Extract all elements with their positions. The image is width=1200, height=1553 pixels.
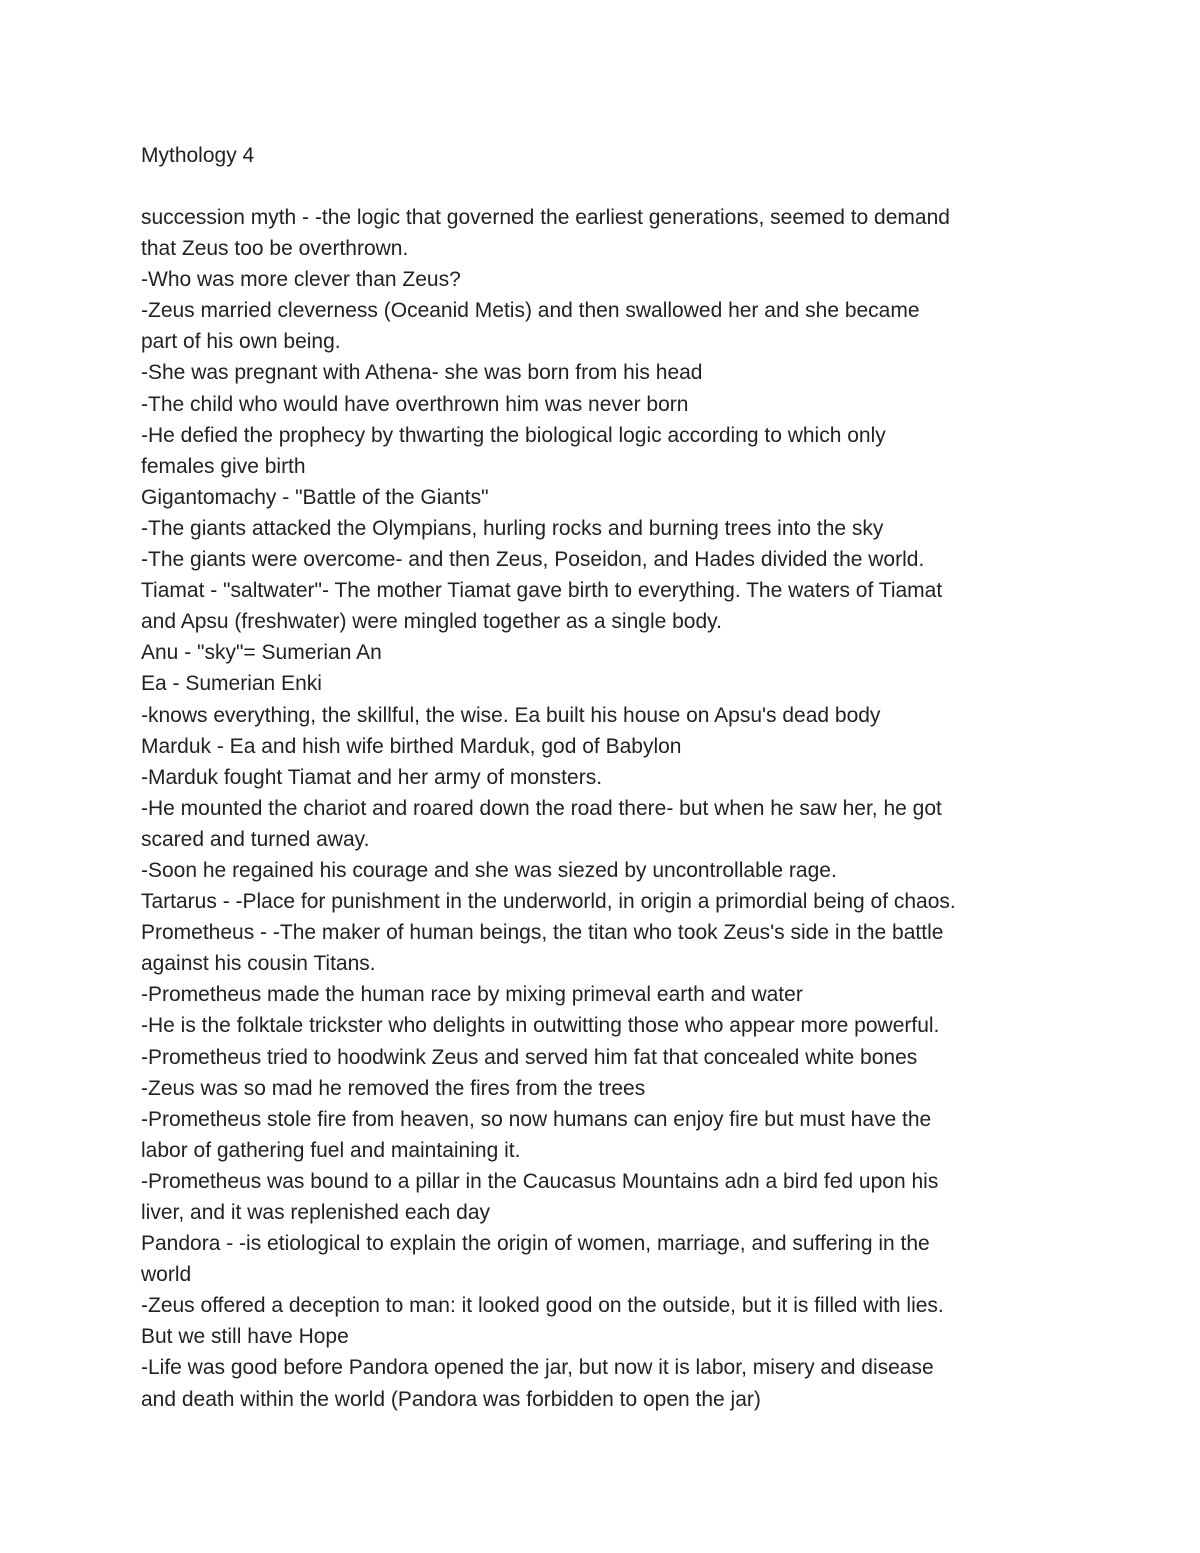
text-line: that Zeus too be overthrown.	[141, 237, 409, 261]
text-line: -Zeus was so mad he removed the fires from the trees	[141, 1076, 646, 1100]
text-line: Tartarus - -Place for punishment in the underworld, in origin a primordial being of chaos.	[141, 890, 956, 914]
text-line: -He defied the prophecy by thwarting the biological logic according to which only	[141, 423, 886, 447]
text-line: -The child who would have overthrown him was never born	[141, 392, 689, 416]
text-line: -Life was good before Pandora opened the jar, but now it is labor, misery and disease	[141, 1356, 934, 1380]
text-line: and Apsu (freshwater) were mingled together as a single body.	[141, 610, 722, 634]
text-line: -Prometheus made the human race by mixing primeval earth and water	[141, 983, 803, 1007]
text-line: succession myth - -the logic that governed the earliest generations, seemed to demand	[141, 206, 950, 229]
text-line: -The giants attacked the Olympians, hurling rocks and burning trees into the sky	[141, 516, 884, 540]
text-line: liver, and it was replenished each day	[141, 1201, 491, 1224]
text-line: But we still have Hope	[141, 1325, 349, 1349]
text-line: world	[141, 1263, 192, 1287]
text-line: -Prometheus was bound to a pillar in the Caucasus Mountains adn a bird fed upon his	[141, 1169, 939, 1193]
text-line: Ea - Sumerian Enki	[141, 672, 322, 696]
text-line: females give birth	[141, 454, 306, 478]
text-line: and death within the world (Pandora was forbidden to open the jar)	[141, 1387, 761, 1411]
text-line: scared and turned away.	[141, 827, 370, 851]
text-line: part of his own being.	[141, 330, 341, 354]
text-line: -Zeus offered a deception to man: it looked good on the outside, but it is filled with lies.	[141, 1294, 944, 1318]
text-line: -knows everything, the skillful, the wise. Ea built his house on Apsu's dead body	[141, 703, 881, 727]
text-line: -Marduk fought Tiamat and her army of monsters.	[141, 765, 603, 789]
text-line: Marduk - Ea and hish wife birthed Marduk, god of Babylon	[141, 734, 682, 758]
text-line: Anu - "sky"= Sumerian An	[141, 641, 382, 665]
text-line: Prometheus - -The maker of human beings, the titan who took Zeus's side in the battle	[141, 921, 944, 945]
text-line: -Zeus married cleverness (Oceanid Metis) and then swallowed her and she became	[141, 299, 920, 323]
text-line: Tiamat - "saltwater"- The mother Tiamat gave birth to everything. The waters of Tiamat	[141, 579, 943, 603]
text-line: -Soon he regained his courage and she was siezed by uncontrollable rage.	[141, 858, 837, 882]
text-line: -He is the folktale trickster who delights in outwitting those who appear more powerful.	[141, 1014, 940, 1038]
text-line: Gigantomachy - "Battle of the Giants"	[141, 485, 489, 509]
text-line: against his cousin Titans.	[141, 952, 376, 976]
text-line: -The giants were overcome- and then Zeus, Poseidon, and Hades divided the world.	[141, 548, 925, 572]
text-line: labor of gathering fuel and maintaining it.	[141, 1138, 521, 1162]
text-line: -Who was more clever than Zeus?	[141, 268, 461, 292]
text-line: -He mounted the chariot and roared down the road there- but when he saw her, he got	[141, 796, 942, 820]
document-title: Mythology 4	[141, 144, 255, 167]
text-line: -Prometheus tried to hoodwink Zeus and served him fat that concealed white bones	[141, 1045, 918, 1069]
text-line: -Prometheus stole fire from heaven, so now humans can enjoy fire but must have the	[141, 1107, 932, 1131]
text-line: Pandora - -is etiological to explain the origin of women, marriage, and suffering in the	[141, 1232, 930, 1256]
document-body	[141, 202, 1081, 1415]
text-line: -She was pregnant with Athena- she was born from his head	[141, 361, 703, 385]
